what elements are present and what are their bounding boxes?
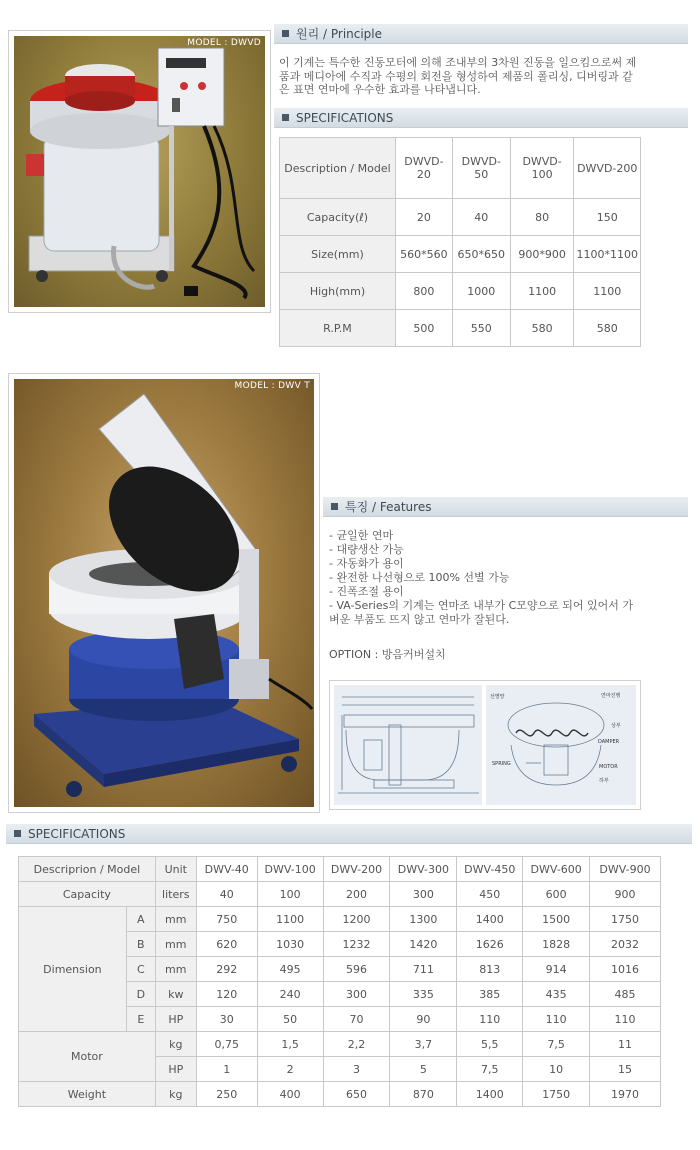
dwvt-machine-illustration: [14, 379, 314, 807]
spec2-row-dimension-a: [19, 907, 661, 932]
spec2-cell: 1626: [457, 932, 523, 957]
spec1-header-cell: DWVD-20: [395, 138, 452, 199]
diagram-panel: [329, 680, 641, 810]
spec2-cell: 100: [257, 882, 323, 907]
spec2-header-cell: Descriprion / Model: [19, 857, 156, 882]
spec1-row-label: Size(mm): [280, 236, 396, 273]
spec2-cell: 200: [323, 882, 390, 907]
spec2-cell: 120: [196, 982, 257, 1007]
diagram-label: DAMPER: [598, 739, 620, 745]
dimension-drawing: [334, 685, 482, 805]
spec1-cell: 500: [395, 310, 452, 347]
spec2-cell: 914: [523, 957, 590, 982]
feature-item: - 완전한 나선형으로 100% 선별 가능: [329, 571, 510, 584]
spec2-cell: 1970: [590, 1082, 661, 1107]
structure-drawing: [486, 685, 636, 805]
spec2-sub-cell: E: [126, 1007, 155, 1032]
option-text: OPTION : 방음커버설치: [329, 648, 446, 661]
spec2-table: [18, 856, 661, 1107]
spec1-row-high: [280, 273, 641, 310]
spec2-cell: 50: [257, 1007, 323, 1032]
spec1-cell: 1100*1100: [574, 236, 641, 273]
spec2-cell: 1100: [257, 907, 323, 932]
spec2-cell: 485: [590, 982, 661, 1007]
spec2-cell: 2,2: [323, 1032, 390, 1057]
spec1-row-rpm: [280, 310, 641, 347]
diagram-label: MOTOR: [599, 764, 618, 770]
photo-model-label: MODEL : DWV T: [234, 381, 310, 391]
spec2-sub-cell: C: [126, 957, 155, 982]
spec2-header-cell: DWV-900: [590, 857, 661, 882]
spec1-cell: 80: [510, 199, 574, 236]
spec1-cell: 150: [574, 199, 641, 236]
dwvd-machine-illustration: [14, 36, 265, 307]
dimension-diagram: [334, 685, 482, 805]
feature-item: - 자동화가 용이: [329, 557, 404, 570]
spec2-cell: 300: [390, 882, 457, 907]
features-list: [329, 529, 637, 627]
square-bullet-icon: [14, 830, 21, 837]
spec2-unit-cell: kw: [155, 982, 196, 1007]
spec2-cell: 1400: [457, 1082, 523, 1107]
diagram-label: 하부: [599, 778, 609, 784]
diagram-label: 선별망: [490, 694, 505, 700]
spec2-cell: 3,7: [390, 1032, 457, 1057]
spec1-cell: 20: [395, 199, 452, 236]
spec2-cell: 620: [196, 932, 257, 957]
machine-photo-dwvt: [8, 373, 320, 813]
spec2-header-row: [19, 857, 661, 882]
spec2-cell: 240: [257, 982, 323, 1007]
spec2-cell: 0,75: [196, 1032, 257, 1057]
spec2-cell: 90: [390, 1007, 457, 1032]
spec2-row-capacity: [19, 882, 661, 907]
spec2-cell: 1200: [323, 907, 390, 932]
square-bullet-icon: [282, 114, 289, 121]
principle-text: 이 기계는 특수한 진동모터에 의해 조내부의 3차원 진동을 일으킴으로써 제품과 메디아에 수직과 수평의 회전을 형성하여 제품의 폴리싱, 디버링과 같은 표면 연마에 우수한 효과를 나타냅니다.: [279, 56, 637, 96]
spec1-row-label: High(mm): [280, 273, 396, 310]
spec2-cell: 5: [390, 1057, 457, 1082]
spec2-unit-cell: mm: [155, 907, 196, 932]
spec1-header-cell: Description / Model: [280, 138, 396, 199]
spec2-row-label: Motor: [19, 1032, 156, 1082]
spec2-heading: [6, 824, 692, 844]
diagram-label: 상부: [611, 723, 621, 729]
spec2-row-label: Weight: [19, 1082, 156, 1107]
spec1-cell: 900*900: [510, 236, 574, 273]
spec2-cell: 596: [323, 957, 390, 982]
spec1-cell: 650*650: [452, 236, 510, 273]
spec1-row-capacity: [280, 199, 641, 236]
spec2-header-cell: DWV-300: [390, 857, 457, 882]
spec2-unit-cell: kg: [155, 1032, 196, 1057]
spec2-cell: 400: [257, 1082, 323, 1107]
feature-item: - VA-Series의 기계는 연마조 내부가 C모양으로 되어 있어서 가벼운 부품도 뜨지 않고 연마가 잘된다.: [329, 599, 634, 626]
spec2-cell: 1828: [523, 932, 590, 957]
spec1-cell: 1100: [510, 273, 574, 310]
spec2-cell: 110: [523, 1007, 590, 1032]
principle-heading: [274, 24, 688, 44]
spec2-cell: 435: [523, 982, 590, 1007]
spec2-cell: 1420: [390, 932, 457, 957]
structure-diagram: [486, 685, 636, 805]
spec2-cell: 1500: [523, 907, 590, 932]
spec2-cell: 15: [590, 1057, 661, 1082]
spec2-cell: 70: [323, 1007, 390, 1032]
spec2-cell: 7,5: [523, 1032, 590, 1057]
spec2-row-label: Capacity: [19, 882, 156, 907]
spec1-header-cell: DWVD-100: [510, 138, 574, 199]
spec2-cell: 1,5: [257, 1032, 323, 1057]
spec2-unit-cell: mm: [155, 957, 196, 982]
spec1-header-cell: DWVD-50: [452, 138, 510, 199]
spec2-cell: 711: [390, 957, 457, 982]
spec2-unit-cell: liters: [155, 882, 196, 907]
spec2-cell: 450: [457, 882, 523, 907]
spec2-unit-cell: mm: [155, 932, 196, 957]
spec2-header-cell: DWV-100: [257, 857, 323, 882]
spec2-cell: 300: [323, 982, 390, 1007]
spec2-header-cell: DWV-40: [196, 857, 257, 882]
machine-photo-dwvt-image: [14, 379, 314, 807]
spec1-table: [279, 137, 641, 347]
spec2-sub-cell: A: [126, 907, 155, 932]
spec2-cell: 110: [457, 1007, 523, 1032]
spec1-cell: 550: [452, 310, 510, 347]
spec2-cell: 870: [390, 1082, 457, 1107]
spec1-cell: 1000: [452, 273, 510, 310]
spec1-cell: 580: [574, 310, 641, 347]
spec2-sub-cell: D: [126, 982, 155, 1007]
feature-item: - 대량생산 가능: [329, 543, 404, 556]
spec2-row-weight: [19, 1082, 661, 1107]
principle-title: 원리 / Principle: [296, 27, 383, 41]
spec2-cell: 1232: [323, 932, 390, 957]
spec2-cell: 650: [323, 1082, 390, 1107]
spec2-cell: 385: [457, 982, 523, 1007]
diagram-label: SPRING: [492, 761, 511, 767]
spec1-cell: 560*560: [395, 236, 452, 273]
spec1-header-cell: DWVD-200: [574, 138, 641, 199]
spec1-cell: 1100: [574, 273, 641, 310]
spec1-header-row: [280, 138, 641, 199]
spec1-cell: 580: [510, 310, 574, 347]
spec2-unit-cell: HP: [155, 1007, 196, 1032]
spec2-header-cell: DWV-200: [323, 857, 390, 882]
spec2-row-motor-kg: [19, 1032, 661, 1057]
spec2-cell: 30: [196, 1007, 257, 1032]
spec2-header-cell: Unit: [155, 857, 196, 882]
spec2-cell: 3: [323, 1057, 390, 1082]
spec2-cell: 900: [590, 882, 661, 907]
spec2-cell: 5,5: [457, 1032, 523, 1057]
spec2-cell: 813: [457, 957, 523, 982]
spec2-cell: 335: [390, 982, 457, 1007]
spec2-cell: 1300: [390, 907, 457, 932]
feature-item: - 진폭조절 용이: [329, 585, 404, 598]
spec2-title: SPECIFICATIONS: [28, 826, 126, 841]
spec2-row-label: Dimension: [19, 907, 127, 1032]
diagram-label: 연마진행: [601, 693, 621, 699]
spec1-row-label: Capacity(ℓ): [280, 199, 396, 236]
features-title: 특징 / Features: [345, 500, 432, 514]
spec2-cell: 292: [196, 957, 257, 982]
spec2-cell: 1030: [257, 932, 323, 957]
spec2-unit-cell: HP: [155, 1057, 196, 1082]
spec1-row-label: R.P.M: [280, 310, 396, 347]
spec1-title: SPECIFICATIONS: [296, 110, 394, 125]
spec2-cell: 40: [196, 882, 257, 907]
spec2-cell: 11: [590, 1032, 661, 1057]
machine-photo-dwvd-image: [14, 36, 265, 307]
feature-item: - 균일한 연마: [329, 529, 394, 542]
spec2-cell: 1750: [523, 1082, 590, 1107]
spec2-cell: 1016: [590, 957, 661, 982]
spec2-unit-cell: kg: [155, 1082, 196, 1107]
spec2-sub-cell: B: [126, 932, 155, 957]
spec1-cell: 800: [395, 273, 452, 310]
spec2-cell: 10: [523, 1057, 590, 1082]
square-bullet-icon: [282, 30, 289, 37]
spec2-cell: 1: [196, 1057, 257, 1082]
spec2-header-cell: DWV-450: [457, 857, 523, 882]
features-heading: [323, 497, 688, 517]
spec2-cell: 2032: [590, 932, 661, 957]
machine-photo-dwvd: [8, 30, 271, 313]
spec2-cell: 1400: [457, 907, 523, 932]
spec2-cell: 110: [590, 1007, 661, 1032]
photo-model-label: MODEL : DWVD: [187, 38, 261, 48]
spec2-cell: 2: [257, 1057, 323, 1082]
square-bullet-icon: [331, 503, 338, 510]
spec1-heading: [274, 108, 688, 128]
spec2-header-cell: DWV-600: [523, 857, 590, 882]
spec2-cell: 750: [196, 907, 257, 932]
spec2-cell: 1750: [590, 907, 661, 932]
spec2-cell: 7,5: [457, 1057, 523, 1082]
spec2-cell: 495: [257, 957, 323, 982]
spec1-cell: 40: [452, 199, 510, 236]
spec1-row-size: [280, 236, 641, 273]
spec2-cell: 250: [196, 1082, 257, 1107]
spec2-cell: 600: [523, 882, 590, 907]
